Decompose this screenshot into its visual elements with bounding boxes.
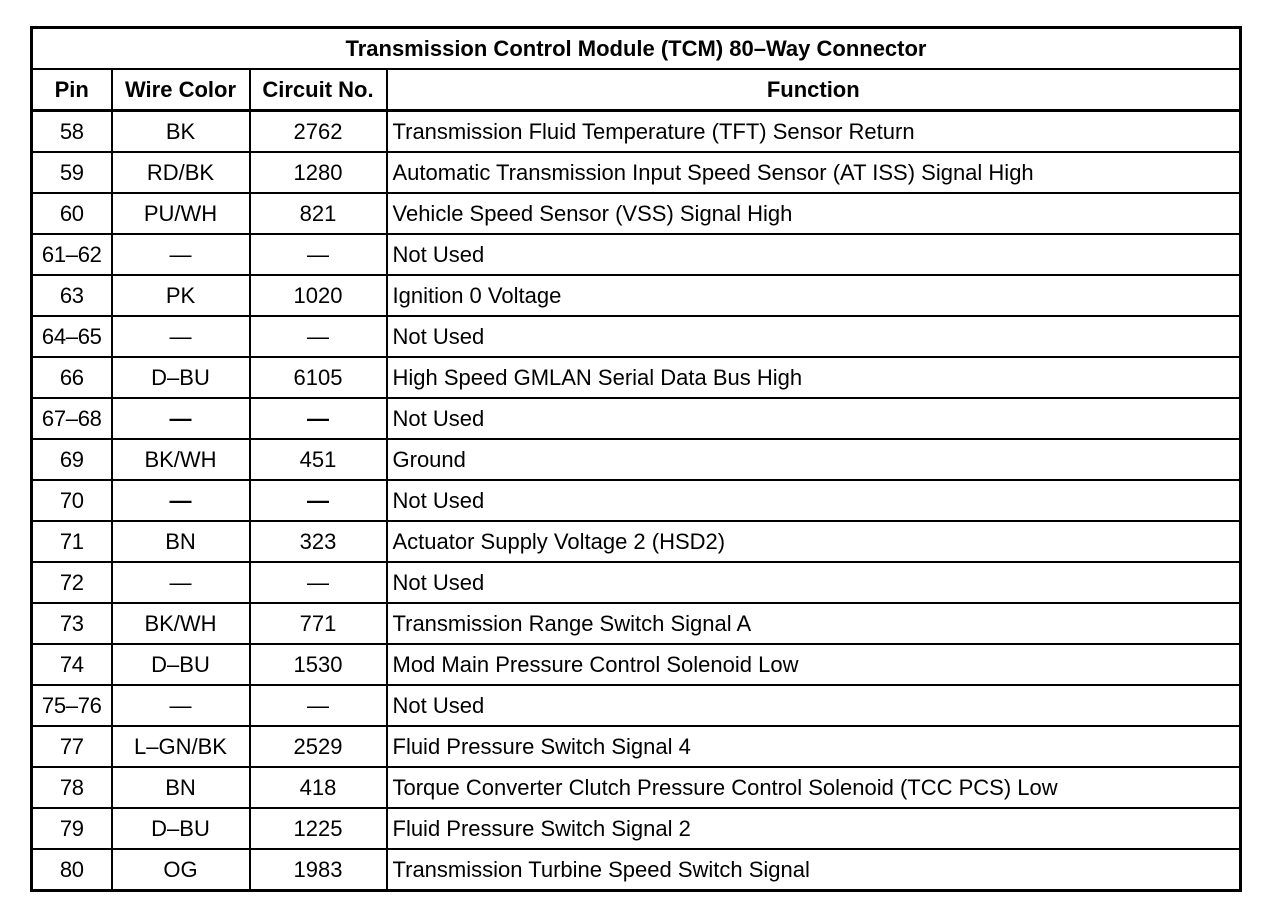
wire-color-cell: BK/WH — [112, 603, 250, 644]
circuit-no-cell: 2529 — [250, 726, 387, 767]
circuit-no-cell: 323 — [250, 521, 387, 562]
pin-cell: 75–76 — [32, 685, 112, 726]
wire-color-cell: — — [112, 480, 250, 521]
circuit-no-cell: — — [250, 685, 387, 726]
circuit-no-cell: 451 — [250, 439, 387, 480]
wire-color-cell: — — [112, 316, 250, 357]
pin-cell: 78 — [32, 767, 112, 808]
table-row — [32, 234, 1241, 275]
table-row — [32, 193, 1241, 234]
function-cell: Not Used — [387, 398, 1241, 439]
table-row — [32, 316, 1241, 357]
table-row — [32, 111, 1241, 153]
table-row — [32, 726, 1241, 767]
circuit-no-cell: 1225 — [250, 808, 387, 849]
pin-cell: 60 — [32, 193, 112, 234]
wire-color-cell: — — [112, 234, 250, 275]
circuit-no-cell: 821 — [250, 193, 387, 234]
table-row — [32, 398, 1241, 439]
wire-color-cell: L–GN/BK — [112, 726, 250, 767]
table-row — [32, 152, 1241, 193]
circuit-no-cell: 1983 — [250, 849, 387, 891]
wire-color-cell: BK — [112, 111, 250, 153]
function-cell: Not Used — [387, 316, 1241, 357]
table-row — [32, 480, 1241, 521]
wire-color-cell: — — [112, 562, 250, 603]
wire-color-column-header: Wire Color — [112, 69, 250, 111]
pin-column-header: Pin — [32, 69, 112, 111]
table-row — [32, 644, 1241, 685]
function-cell: Automatic Transmission Input Speed Sensor (AT ISS) Signal High — [387, 152, 1241, 193]
pin-cell: 80 — [32, 849, 112, 891]
table-row — [32, 357, 1241, 398]
table-row — [32, 439, 1241, 480]
wire-color-cell: PK — [112, 275, 250, 316]
circuit-no-cell: — — [250, 480, 387, 521]
function-cell: Torque Converter Clutch Pressure Control Solenoid (TCC PCS) Low — [387, 767, 1241, 808]
function-cell: Transmission Turbine Speed Switch Signal — [387, 849, 1241, 891]
circuit-no-cell: 6105 — [250, 357, 387, 398]
circuit-no-cell: 1020 — [250, 275, 387, 316]
wire-color-cell: RD/BK — [112, 152, 250, 193]
circuit-no-cell: — — [250, 398, 387, 439]
wire-color-cell: BN — [112, 767, 250, 808]
pin-cell: 70 — [32, 480, 112, 521]
circuit-no-cell: 771 — [250, 603, 387, 644]
function-cell: Not Used — [387, 562, 1241, 603]
function-cell: Mod Main Pressure Control Solenoid Low — [387, 644, 1241, 685]
function-cell: Not Used — [387, 480, 1241, 521]
wire-color-cell: OG — [112, 849, 250, 891]
column-header-row — [32, 69, 1241, 111]
pin-cell: 77 — [32, 726, 112, 767]
table-row — [32, 685, 1241, 726]
function-cell: Not Used — [387, 685, 1241, 726]
pin-cell: 67–68 — [32, 398, 112, 439]
circuit-no-cell: 1280 — [250, 152, 387, 193]
wire-color-cell: — — [112, 685, 250, 726]
pin-cell: 64–65 — [32, 316, 112, 357]
table-row — [32, 849, 1241, 891]
circuit-no-cell: — — [250, 562, 387, 603]
pin-cell: 73 — [32, 603, 112, 644]
connector-pinout-table — [30, 26, 1242, 892]
circuit-no-cell: 2762 — [250, 111, 387, 153]
function-cell: Vehicle Speed Sensor (VSS) Signal High — [387, 193, 1241, 234]
function-cell: Fluid Pressure Switch Signal 2 — [387, 808, 1241, 849]
circuit-no-cell: — — [250, 316, 387, 357]
pin-cell: 72 — [32, 562, 112, 603]
function-column-header: Function — [387, 69, 1241, 111]
table-row — [32, 562, 1241, 603]
function-cell: Ignition 0 Voltage — [387, 275, 1241, 316]
wire-color-cell: D–BU — [112, 644, 250, 685]
pin-cell: 59 — [32, 152, 112, 193]
function-cell: High Speed GMLAN Serial Data Bus High — [387, 357, 1241, 398]
circuit-no-cell: 418 — [250, 767, 387, 808]
function-cell: Not Used — [387, 234, 1241, 275]
pin-cell: 58 — [32, 111, 112, 153]
pin-cell: 61–62 — [32, 234, 112, 275]
wire-color-cell: D–BU — [112, 357, 250, 398]
table-row — [32, 521, 1241, 562]
table-row — [32, 603, 1241, 644]
pin-cell: 71 — [32, 521, 112, 562]
table-row — [32, 808, 1241, 849]
wire-color-cell: BN — [112, 521, 250, 562]
table-title: Transmission Control Module (TCM) 80–Way Connector — [32, 28, 1241, 70]
table-row — [32, 767, 1241, 808]
circuit-no-cell: 1530 — [250, 644, 387, 685]
wire-color-cell: D–BU — [112, 808, 250, 849]
circuit-no-column-header: Circuit No. — [250, 69, 387, 111]
function-cell: Transmission Range Switch Signal A — [387, 603, 1241, 644]
function-cell: Transmission Fluid Temperature (TFT) Sensor Return — [387, 111, 1241, 153]
wire-color-cell: BK/WH — [112, 439, 250, 480]
wire-color-cell: PU/WH — [112, 193, 250, 234]
pin-cell: 74 — [32, 644, 112, 685]
pin-cell: 79 — [32, 808, 112, 849]
table-title-row — [32, 28, 1241, 70]
pin-cell: 69 — [32, 439, 112, 480]
function-cell: Ground — [387, 439, 1241, 480]
pin-cell: 63 — [32, 275, 112, 316]
pin-cell: 66 — [32, 357, 112, 398]
function-cell: Fluid Pressure Switch Signal 4 — [387, 726, 1241, 767]
function-cell: Actuator Supply Voltage 2 (HSD2) — [387, 521, 1241, 562]
circuit-no-cell: — — [250, 234, 387, 275]
table-row — [32, 275, 1241, 316]
wire-color-cell: — — [112, 398, 250, 439]
